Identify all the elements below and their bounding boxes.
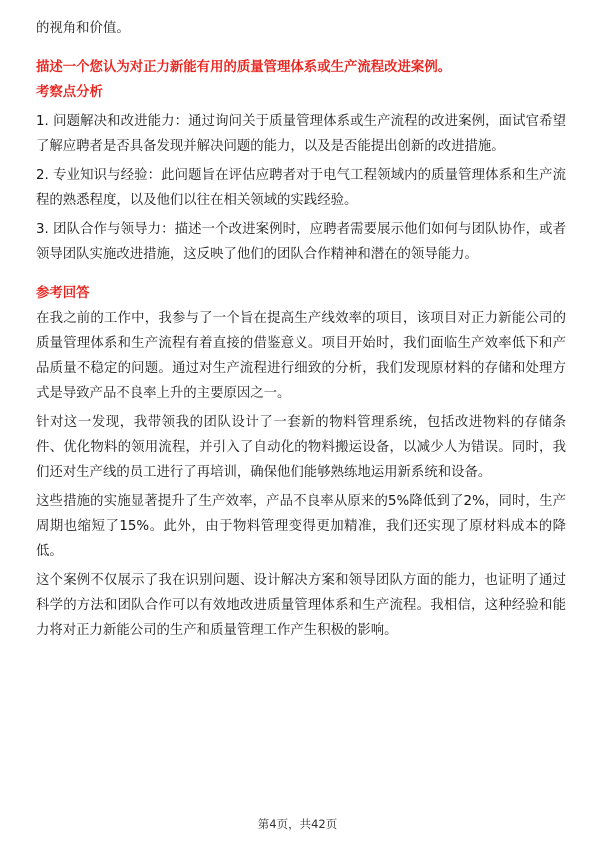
answer-paragraph-3: 这些措施的实施显著提升了生产效率，产品不良率从原来的5%降低到了2%，同时，生产周期也缩短了15%。此外，由于物料管理变得更加精准，我们还实现了原材料成本的降低。	[36, 494, 566, 559]
analysis-point-2: 2. 专业知识与经验：此问题旨在评估应聘者对于电气工程领域内的质量管理体系和生产流程的熟悉程度，以及他们以往在相关领域的实践经验。	[36, 168, 566, 208]
intro-tail-text: 的视角和价值。	[36, 21, 130, 36]
document-page	[36, 16, 566, 643]
analysis-point-3: 3. 团队合作与领导力：描述一个改进案例时，应聘者需要展示他们如何与团队协作，或者领导团队实施改进措施，这反映了他们的团队合作精神和潜在的领导能力。	[36, 222, 566, 262]
page-number: 第4页，共42页	[257, 817, 338, 831]
spacer	[36, 267, 566, 281]
spacer	[36, 41, 566, 55]
answer-paragraph-1: 在我之前的工作中，我参与了一个旨在提高生产线效率的项目，该项目对正力新能公司的质量管理体系和生产流程有着直接的借鉴意义。项目开始时，我们面临生产效率低下和产品质量不稳定的问题。通过对生产流程进行细致的分析，我们发现原材料的存储和处理方式是导致产品不良率上升的主要原因之一。	[36, 311, 566, 401]
answer-paragraph-4: 这个案例不仅展示了我在识别问题、设计解决方案和领导团队方面的能力，也证明了通过科学的方法和团队合作可以有效地改进质量管理体系和生产流程。我相信，这种经验和能力将对正力新能公司的生产和质量管理工作产生积极的影响。	[36, 573, 566, 638]
question-title: 描述一个您认为对正力新能有用的质量管理体系或生产流程改进案例。	[36, 60, 452, 75]
analysis-point-1: 1. 问题解决和改进能力：通过询问关于质量管理体系或生产流程的改进案例，面试官希望了解应聘者是否具备发现并解决问题的能力，以及是否能提出创新的改进措施。	[36, 114, 566, 154]
analysis-heading: 考察点分析	[36, 85, 103, 100]
answer-paragraph-2: 针对这一发现，我带领我的团队设计了一套新的物料管理系统，包括改进物料的存储条件、优化物料的领用流程，并引入了自动化的物料搬运设备，以减少人为错误。同时，我们还对生产线的员工进行了再培训，确保他们能够熟练地运用新系统和设备。	[36, 415, 566, 480]
answer-heading: 参考回答	[36, 286, 90, 301]
